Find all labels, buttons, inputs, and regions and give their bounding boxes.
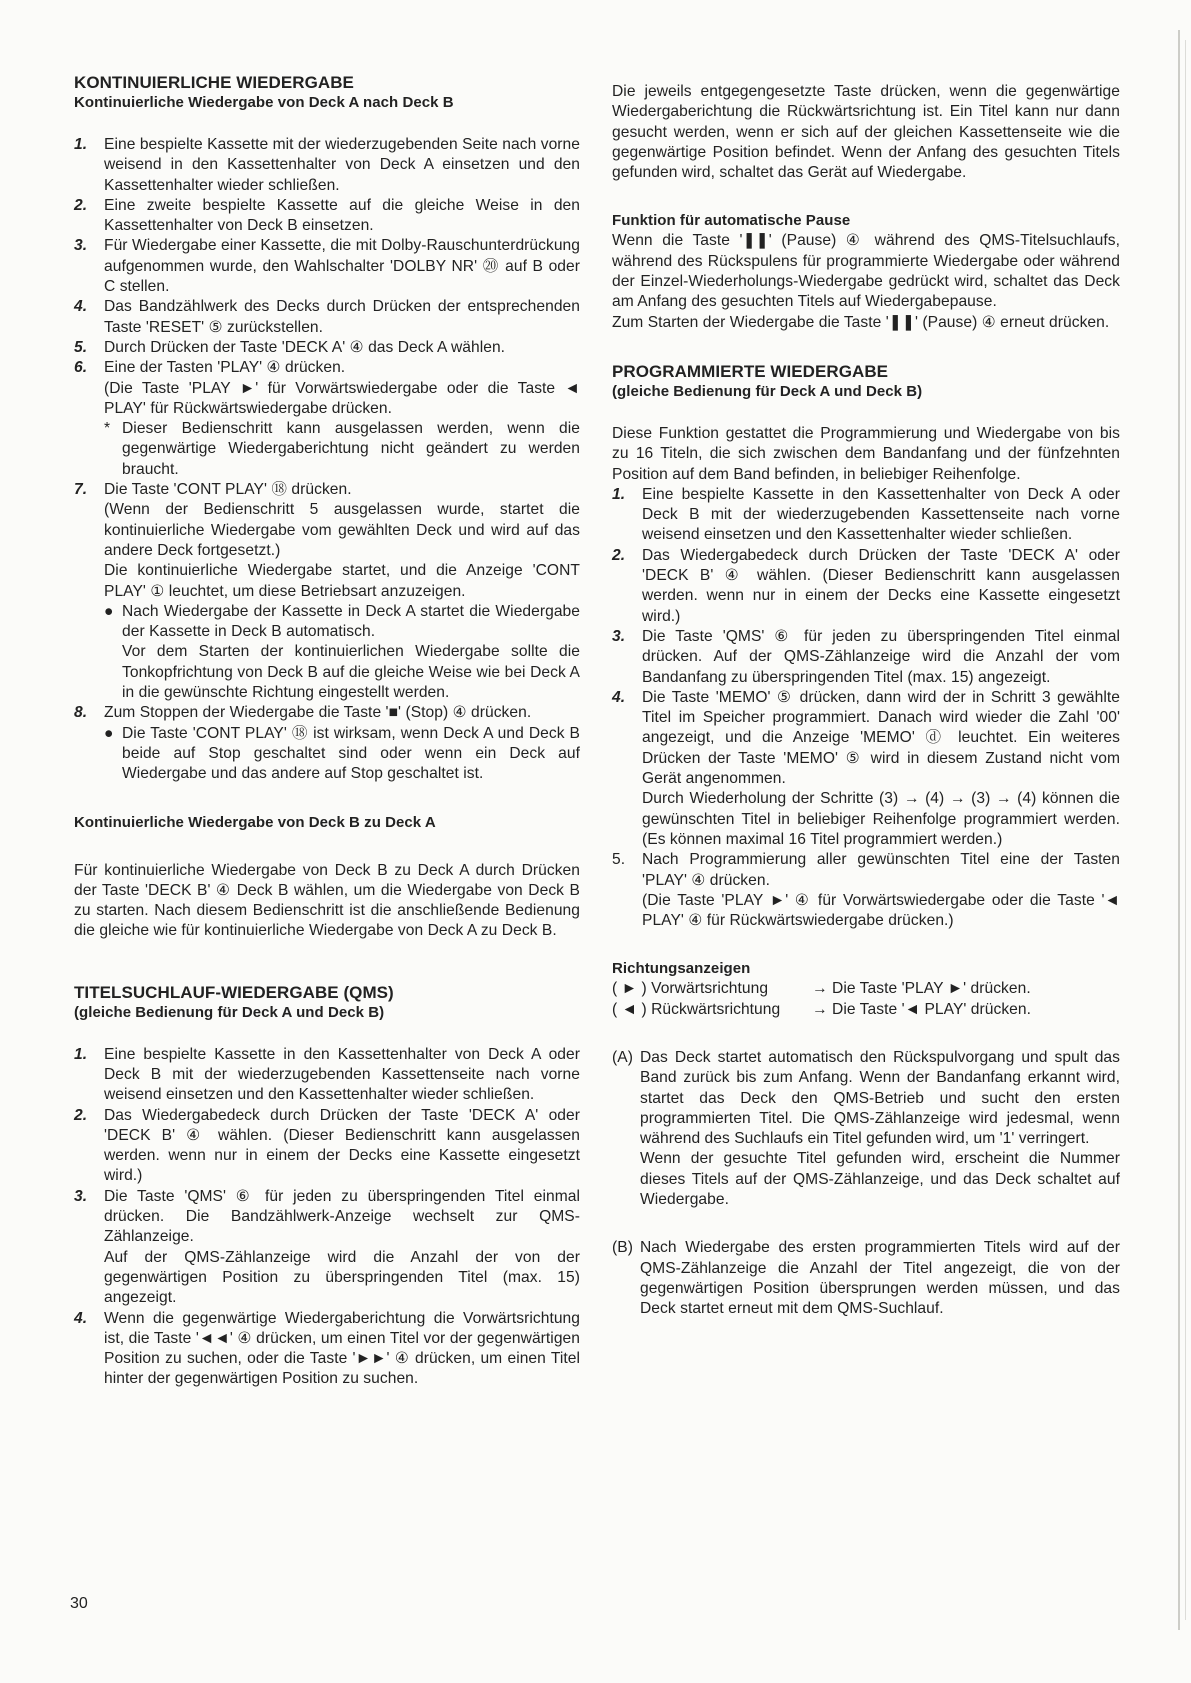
paragraph: Die jeweils entgegengesetzte Taste drücken, wenn die gegenwärtige Wiedergaberichtung die Rückwärtsrichtung ist. Ein Titel kann nur dann gesucht werden, wenn er sich auf der gleichen Kassettenseite wie die gegenwärtige Position befindet. Wenn der Anfang des gesuchten Titels gefunden wird, schaltet das Gerät auf Wiedergabe. (612, 83, 1120, 182)
list-item: 4. Das Bandzählwerk des Decks durch Drücken der entsprechenden Taste 'RESET' ⑤ zurückstellen. (74, 298, 580, 336)
list-item: 1. Eine bespielte Kassette mit der wiederzugebenden Seite nach vorne weisend in den Kassettenhalter von Deck A einsetzen und den Kassettenhalter wieder schließen. (74, 136, 580, 194)
section-subtitle: Kontinuierliche Wiedergabe von Deck B zu Deck A (74, 813, 436, 831)
paragraph: Zum Starten der Wiedergabe die Taste '❚❚' (Pause) ④ erneut drücken. (612, 313, 1110, 331)
section-title: KONTINUIERLICHE WIEDERGABE (74, 73, 354, 92)
list-item: 6. Eine der Tasten 'PLAY' ④ drücken. (Die Taste 'PLAY ►' für Vorwärtswiedergabe oder die Taste ◄ PLAY' für Rückwärtswiedergabe drücken. * Dieser Bedienschritt kann ausgelassen werden, wenn die gegenwärtige Wiedergaberichtung nicht geändert zu werden braucht. (74, 359, 580, 478)
page-number: 30 (70, 1595, 88, 1612)
scan-edge-line (1185, 40, 1186, 1620)
paragraph: Wenn die Taste '❚❚' (Pause) ④ während des QMS-Titelsuchlaufs, während des Rückspulens für programmierte Wiedergabe oder während der Einzel-Wiederholungs-Wiedergabe gedrückt wird, schaltet das Deck am Anfang des gesuchten Titels auf Wiedergabepause. (612, 232, 1120, 311)
paragraph: Diese Funktion gestattet die Programmierung und Wiedergabe von bis zu 16 Titeln, die sich zwischen dem Bandanfang und der fünfzehnten Position auf dem Band befinden, in beliebiger Reihenfolge. (612, 424, 1120, 483)
list-item: 5. Nach Programmierung aller gewünschten Titel eine der Tasten 'PLAY' ④ drücken. (Die Taste 'PLAY ►' ④ für Vorwärtswiedergabe oder die Taste '◄ PLAY' ④ für Rückwärtswiedergabe drücken.) (612, 851, 1120, 930)
section-title: TITELSUCHLAUF-WIEDERGABE (QMS) (74, 982, 394, 1002)
left-column (74, 72, 580, 1390)
list-item: 4. Die Taste 'MEMO' ⑤ drücken, dann wird der in Schritt 3 gewählte Titel im Speicher programmiert. Danach wird wieder die Zahl '00' angezeigt, und die Anzeige 'MEMO' ⓓ leuchtet. Ein weiteres Drücken der Taste 'MEMO' ⑤ wird in diesem Zustand nicht vom Gerät angenommen. Durch Wiederholung der Schritte (3) → (4) → (3) → (4) können die gewünschten Titel in beliebiger Reihenfolge programmiert werden. (Es können maximal 16 Titel programmiert werden.) (612, 688, 1120, 848)
paragraph: Für kontinuierliche Wiedergabe von Deck B zu Deck A durch Drücken der Taste 'DECK B' ④ Deck B wählen, um die Wiedergabe von Deck B zu starten. Nach diesem Bedienschritt ist die anschließende Bedienung die gleiche wie für kontinuierliche Wiedergabe von Deck A zu Deck B. (74, 861, 580, 940)
list-item: 4. Wenn die gegenwärtige Wiedergaberichtung die Vorwärtsrichtung ist, die Taste '◄◄' ④ drücken, um einen Titel vor der gegenwärtigen Position zu suchen, oder die Taste '►►' ④ drücken, um einen Titel hinter der gegenwärtigen Position zu suchen. (74, 1309, 580, 1388)
section-subtitle: Richtungsanzeigen (612, 960, 751, 978)
direction-label: ( ► ) Vorwärtsrichtung (612, 980, 769, 998)
note-a: (A) Das Deck startet automatisch den Rückspulvorgang und spult das Band zurück bis zum Anfang. Wenn der Bandanfang erkannt wird, startet das Deck den QMS-Betrieb und sucht den ersten programmierten Titel. Die QMS-Zählanzeige wird jedesmal, wenn während des Suchlaufs ein Titel gefunden wird, um '1' verringert. Wenn der gesuchte Titel gefunden wird, erscheint die Nummer dieses Titels auf der QMS-Zählanzeige, und das Deck schaltet auf Wiedergabe. (612, 1048, 1120, 1209)
step-list (74, 1045, 580, 1390)
list-item: 2. Das Wiedergabedeck durch Drücken der Taste 'DECK A' oder 'DECK B' ④ wählen. (Dieser Bedienschritt kann ausgelassen werden. wenn nur in einem der Decks eine Kassette eingesetzt wird.) (74, 1106, 580, 1185)
scan-edge-line (1178, 30, 1180, 1630)
step-list (612, 485, 1120, 932)
note-b: (B) Nach Wiedergabe des ersten programmierten Titels wird auf der QMS-Zählanzeige die Anzahl der Titel angezeigt, die von der gegenwärtigen Position übersprungen werden müssen, und das Deck startet erneut mit dem QMS-Suchlauf. (612, 1239, 1120, 1318)
list-item: 7. Die Taste 'CONT PLAY' ⑱ drücken. (Wenn der Bedienschritt 5 ausgelassen wurde, startet die kontinuierliche Wiedergabe vom gewählten Deck und wird auf das andere Deck fortgesetzt.) Die kontinuierliche Wiedergabe startet, und die Anzeige 'CONT PLAY' ① leuchtet, um diese Betriebsart anzuzeigen. ● Nach Wiedergabe der Kassette in Deck A startet die Wiedergabe der Kassette in Deck B automatisch. Vor dem Starten der kontinuierlichen Wiedergabe sollte die Tonkopfrichtung von Deck B auf die gleiche Weise wie bei Deck A in die gewünschte Richtung eingestellt werden. (74, 481, 580, 702)
list-item: 3. Für Wiedergabe einer Kassette, die mit Dolby-Rauschunterdrückung aufgenommen wurde, den Wahlschalter 'DOLBY NR' ⑳ auf B oder C stellen. (74, 237, 580, 296)
list-item: 2. Eine zweite bespielte Kassette auf die gleiche Weise in den Kassettenhalter von Deck B einsetzen. (74, 196, 580, 235)
list-item: 1. Eine bespielte Kassette in den Kassettenhalter von Deck A oder Deck B mit der wiederzugebenden Kassettenseite nach vorne weisend einsetzen und den Kassettenhalter wieder schließen. (74, 1045, 580, 1104)
section-subtitle: (gleiche Bedienung für Deck A und Deck B) (74, 1003, 385, 1021)
direction-table (612, 979, 1120, 1020)
list-item: 1. Eine bespielte Kassette in den Kassettenhalter von Deck A oder Deck B mit der wiederzugebenden Kassettenseite nach vorne weisend einsetzen und den Kassettenhalter wieder schließen. (612, 485, 1120, 544)
direction-action: → Die Taste 'PLAY ►' drücken. (812, 980, 1031, 998)
section-subtitle: Funktion für automatische Pause (612, 212, 851, 230)
list-item: 2. Das Wiedergabedeck durch Drücken der Taste 'DECK A' oder 'DECK B' ④ wählen. (Dieser Bedienschritt kann ausgelassen werden. wenn nur in einem der Decks eine Kassette eingesetzt wird.) (612, 546, 1120, 625)
list-item: 5. Durch Drücken der Taste 'DECK A' ④ das Deck A wählen. (74, 338, 506, 356)
section-subtitle: (gleiche Bedienung für Deck A und Deck B) (612, 382, 923, 400)
section-subtitle: Kontinuierliche Wiedergabe von Deck A nach Deck B (74, 94, 454, 111)
list-item: 3. Die Taste 'QMS' ⑥ für jeden zu überspringenden Titel einmal drücken. Auf der QMS-Zählanzeige wird die Anzahl der vom Bandanfang zu überspringenden Titel (max. 15) angezeigt. (612, 627, 1120, 686)
direction-label: ( ◄ ) Rückwärtsrichtung (612, 1000, 781, 1018)
section-title: PROGRAMMIERTE WIEDERGABE (612, 361, 889, 381)
list-item: 3. Die Taste 'QMS' ⑥ für jeden zu überspringenden Titel einmal drücken. Die Bandzählwerk-Anzeige wechselt zur QMS-Zählanzeige. Auf der QMS-Zählanzeige wird die Anzahl der von der gegenwärtigen Position zu überspringenden Titel (max. 15) angezeigt. (74, 1187, 580, 1307)
direction-action: → Die Taste '◄ PLAY' drücken. (812, 1000, 1032, 1018)
list-item: 8. Zum Stoppen der Wiedergabe die Taste '■' (Stop) ④ drücken. ● Die Taste 'CONT PLAY' ⑱ ist wirksam, wenn Deck A und Deck B beide auf Stop geschaltet sind oder wenn ein Deck auf Wiedergabe und das andere auf Stop geschaltet ist. (74, 704, 580, 783)
right-column (612, 82, 1120, 1320)
step-list (74, 135, 580, 785)
